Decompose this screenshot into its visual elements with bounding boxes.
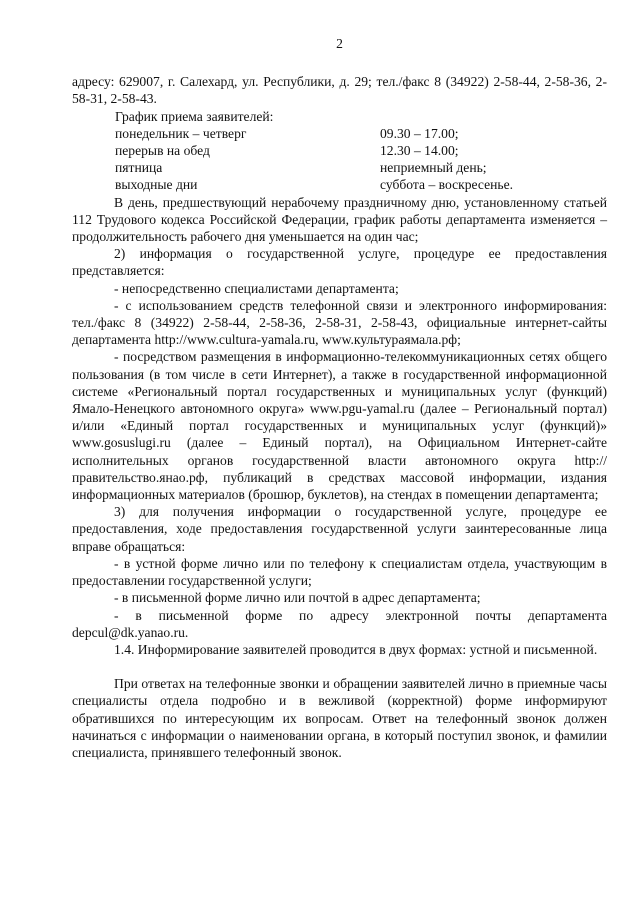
phone-answers-paragraph: При ответах на телефонные звонки и обращении заявителей лично в приемные часы специалисты отдела подробно и в вежливой (корректной) форме информируют обратившихся по интересующим их вопросам. Ответ на телефонный звонок должен начинаться с информации о наименовании органа, в который поступил звонок, и фамилии специалиста, принявшего телефонный звонок.	[72, 676, 607, 760]
bullet-specialists: - непосредственно специалистами департамента;	[114, 280, 399, 296]
section-1-4-paragraph: 1.4. Информирование заявителей проводится в двух формах: устной и письменной.	[114, 641, 598, 657]
schedule-time: 12.30 – 14.00;	[380, 143, 459, 159]
bullet-email: - в письменной форме по адресу электронной почты департамента depcul@dk.yanao.ru.	[72, 607, 607, 640]
page-number: 2	[336, 36, 343, 51]
bullet-telephone: - с использованием средств телефонной связи и электронного информирования: тел./факс 8 (34922) 2-58-44, 2-58-36, 2-58-31, 2-58-43, официальные интернет-сайты департамента http://www.cultura-yamala.ru, www.культураямала.рф;	[72, 297, 607, 348]
schedule-time: 09.30 – 17.00;	[380, 125, 459, 141]
bullet-oral: - в устной форме лично или по телефону к специалистам отдела, участвующим в предоставлении государственной услуги;	[72, 555, 607, 589]
holiday-paragraph: В день, предшествующий нерабочему праздничному дню, установленному статьей 112 Трудового кодекса Российской Федерации, график работы департамента изменяется – продолжительность рабочего дня уменьшается на один час;	[72, 194, 607, 245]
document-page	[72, 35, 607, 761]
schedule-row	[115, 176, 607, 193]
schedule-day: пятница	[115, 160, 163, 176]
schedule-time: неприемный день;	[380, 160, 487, 176]
schedule-day: понедельник – четверг	[115, 125, 247, 141]
address-paragraph: адресу: 629007, г. Салехард, ул. Республики, д. 29; тел./факс 8 (34922) 2-58-44, 2-58-36, 2-58-31, 2-58-43.	[72, 74, 607, 107]
schedule-row	[115, 159, 607, 176]
schedule-time: суббота – воскресенье.	[380, 177, 514, 193]
schedule-title: График приема заявителей:	[115, 108, 274, 124]
bullet-internet: - посредством размещения в информационно-телекоммуникационных сетях общего пользования (в том числе в сети Интернет), а также в государственной информационной системе «Региональный портал государственных и муниципальных услуг (функций) Ямало-Ненецкого автономного округа» www.pgu-yamal.ru (далее – Региональный портал) и/или «Единый портал государственных и муниципальных услуг (функций)» www.gosuslugi.ru (далее – Единый портал), на Официальном Интернет-сайте исполнительных органов государственной власти автономного округа http://правительство.янао.рф, публикаций в средствах массовой информации, издания информационных материалов (брошюр, буклетов), на стендах в помещении департамента;	[72, 349, 607, 503]
schedule-day: выходные дни	[115, 177, 198, 193]
schedule-day: перерыв на обед	[115, 143, 210, 159]
bullet-written: - в письменной форме лично или почтой в адрес департамента;	[114, 590, 481, 606]
reception-schedule	[115, 108, 607, 194]
info-provision-paragraph: 2) информация о государственной услуге, процедуре ее предоставления представляется:	[72, 246, 607, 279]
schedule-row	[115, 142, 607, 159]
schedule-row	[115, 125, 607, 142]
obtaining-info-paragraph: 3) для получения информации о государственной услуге, процедуре ее предоставления, ходе предоставления государственной услуги заинтересованные лица вправе обращаться:	[72, 504, 607, 554]
